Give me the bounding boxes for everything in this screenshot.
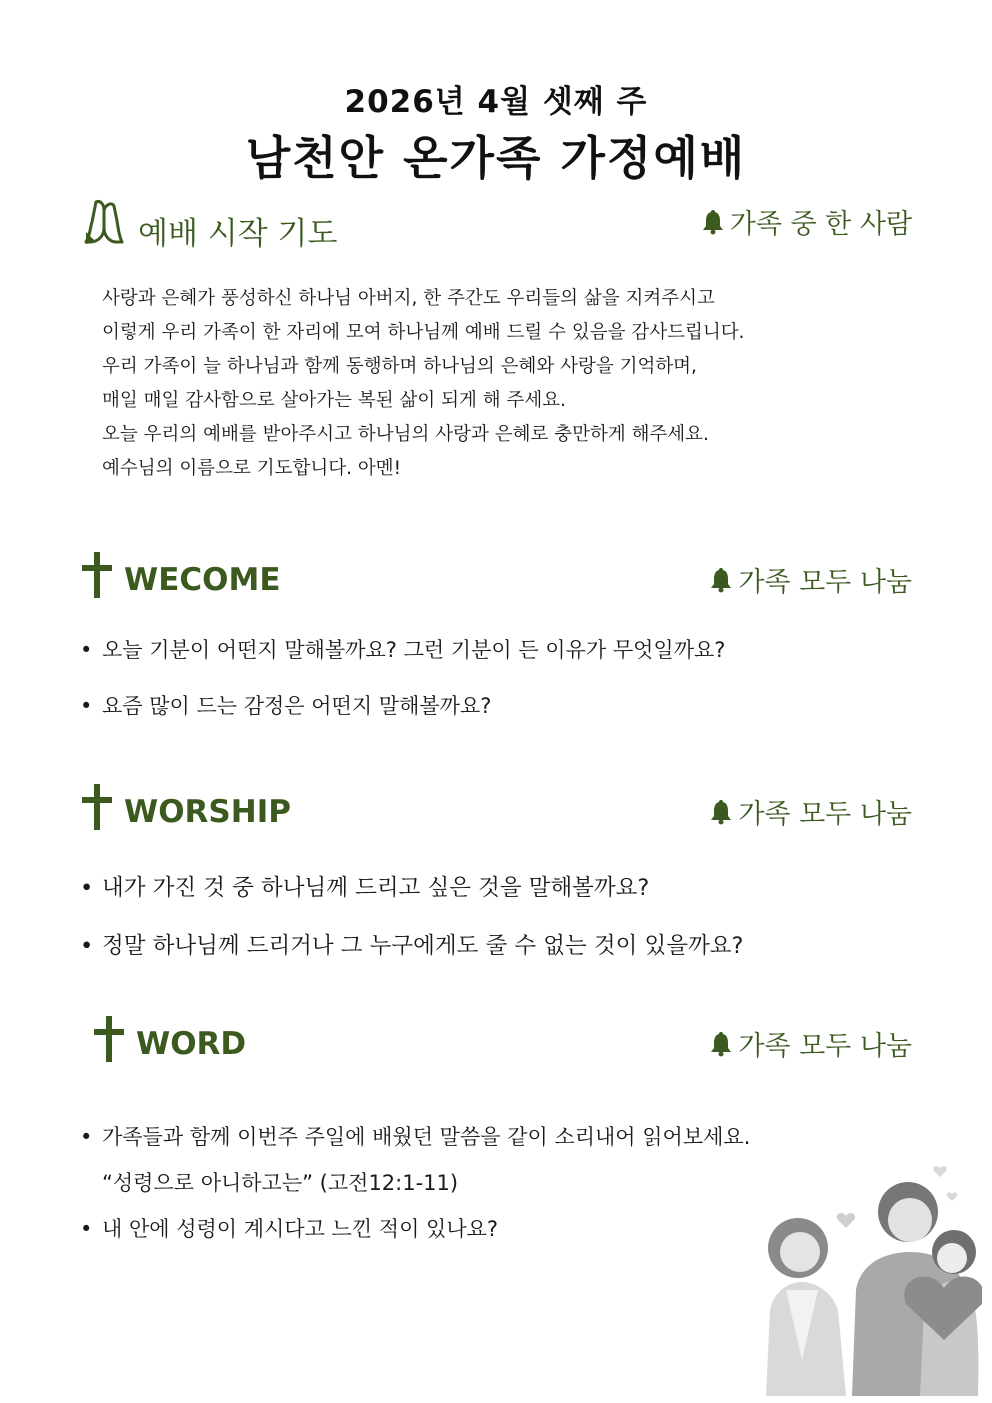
list-item: • 내 안에 성령이 계시다고 느낀 적이 있나요? (80, 1217, 499, 1241)
cross-icon (82, 784, 112, 834)
prayer-line: 매일 매일 감사함으로 살아가는 복된 삶이 되게 해 주세요. (102, 390, 566, 411)
list-item: • 오늘 기분이 어떤지 말해볼까요? 그런 기분이 든 이유가 무엇일까요? (80, 638, 726, 662)
section-opening-prayer (82, 198, 912, 254)
bell-icon (710, 567, 732, 600)
prayer-line: 오늘 우리의 예배를 받아주시고 하나님의 사랑과 은혜로 충만하게 해주세요. (102, 424, 709, 445)
bell-icon (710, 799, 732, 832)
prayer-line: 우리 가족이 늘 하나님과 함께 동행하며 하나님의 은혜와 사랑을 기억하며, (102, 356, 697, 377)
section-role-text: 가족 모두 나눔 (738, 567, 912, 598)
section-title: WORD (136, 1026, 247, 1062)
section-role (710, 792, 912, 832)
page-title: 남천안 온가족 가정예배 (245, 131, 747, 185)
section-title: WORSHIP (124, 794, 291, 830)
list-item: • 요즘 많이 드는 감정은 어떤지 말해볼까요? (80, 694, 492, 718)
section-welcome (82, 552, 912, 608)
section-role-text: 가족 중 한 사람 (729, 209, 912, 240)
prayer-line: 예수님의 이름으로 기도합니다. 아멘! (102, 458, 402, 479)
list-item: • 가족들과 함께 이번주 주일에 배웠던 말씀을 같이 소리내어 읽어보세요. (80, 1125, 751, 1149)
section-role-text: 가족 모두 나눔 (738, 1031, 912, 1062)
prayer-line: 이렇게 우리 가족이 한 자리에 모여 하나님께 예배 드릴 수 있음을 감사드립니다. (102, 322, 745, 343)
praying-hands-icon (82, 198, 126, 250)
prayer-line: 사랑과 은혜가 풍성하신 하나님 아버지, 한 주간도 우리들의 삶을 지켜주시고 (102, 288, 715, 309)
section-title: 예배 시작 기도 (138, 216, 338, 252)
family-illustration (760, 1160, 982, 1396)
section-role-text: 가족 모두 나눔 (738, 799, 912, 830)
bell-icon (702, 209, 724, 242)
page-subtitle: 2026년 4월 셋째 주 (344, 84, 648, 120)
cross-icon (82, 552, 112, 602)
cross-icon (94, 1016, 124, 1066)
scripture-reference: “성령으로 아니하고는” (고전12:1-11) (102, 1171, 459, 1195)
opening-prayer-text (102, 282, 744, 486)
section-title: WECOME (124, 562, 281, 598)
section-role (710, 560, 912, 600)
bell-icon (710, 1031, 732, 1064)
list-item: • 내가 가진 것 중 하나님께 드리고 싶은 것을 말해볼까요? (80, 875, 650, 901)
list-item: • 정말 하나님께 드리거나 그 누구에게도 줄 수 없는 것이 있을까요? (80, 933, 744, 959)
section-word (82, 1016, 912, 1072)
section-worship (82, 784, 912, 840)
section-role (702, 202, 912, 242)
section-role (710, 1024, 912, 1064)
